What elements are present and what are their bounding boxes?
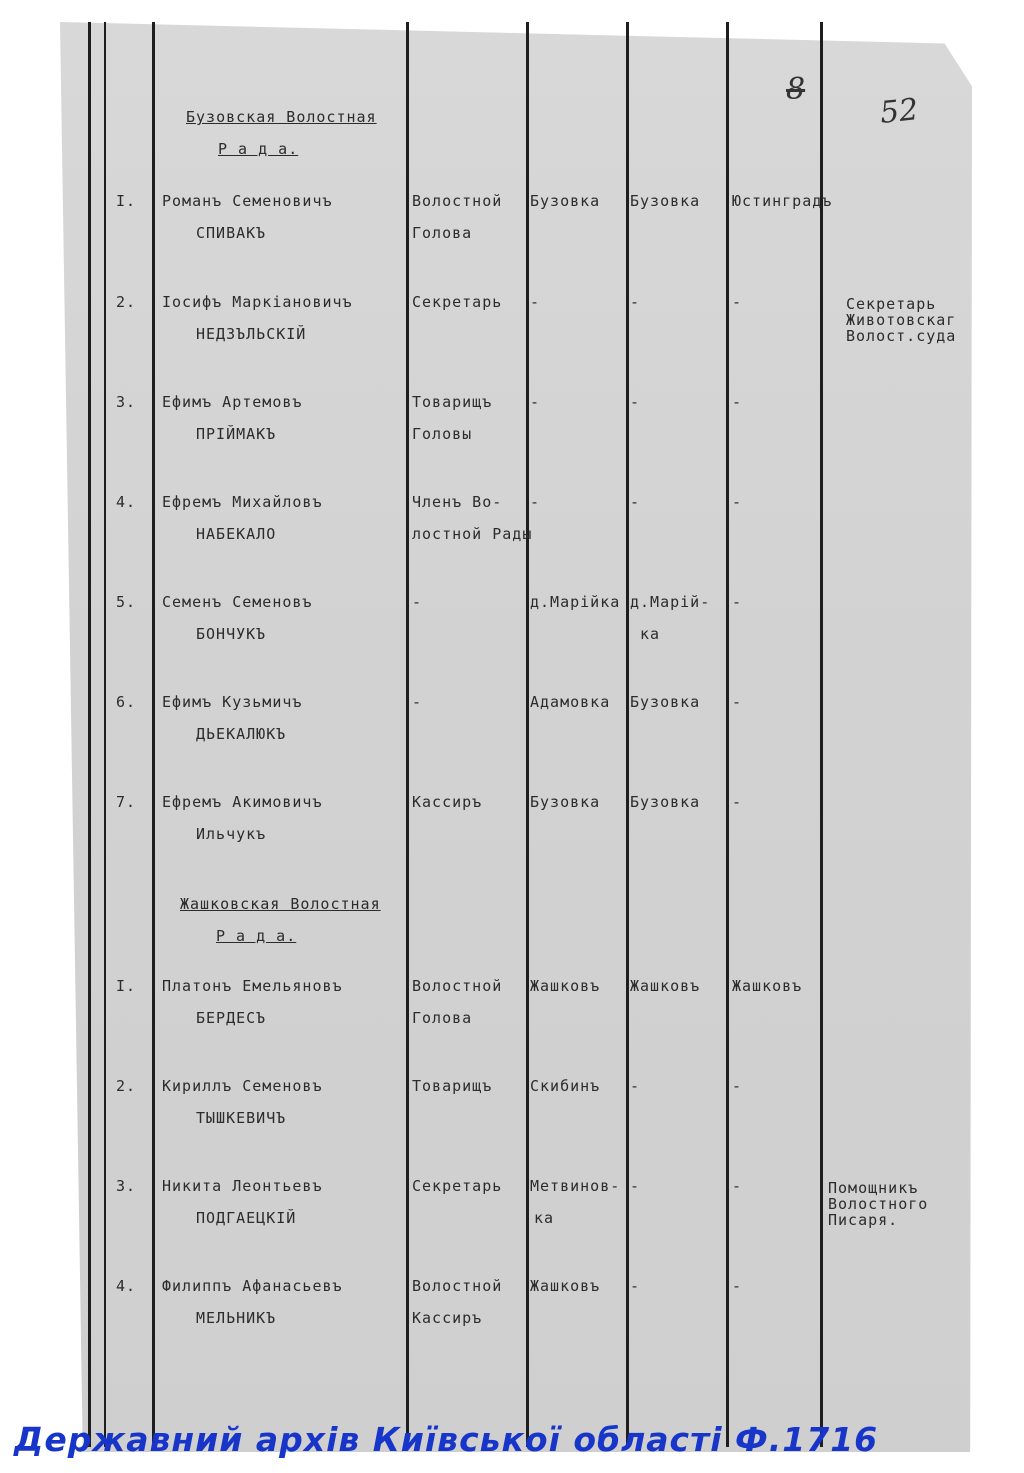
section-header: Бузовская Волостная bbox=[186, 108, 377, 126]
row-number: 2. bbox=[116, 293, 137, 311]
residence-3: Юстинградъ bbox=[732, 192, 833, 210]
position-line-1: Товарищъ bbox=[412, 1077, 493, 1095]
position-line-1: Волостной bbox=[412, 1277, 503, 1295]
person-surname: ДЬЕКАЛЮКЪ bbox=[196, 725, 287, 743]
section-subheader: Р а д а. bbox=[218, 140, 299, 158]
row-number: 4. bbox=[116, 1277, 137, 1295]
remark-line: Помощникъ bbox=[828, 1179, 919, 1197]
residence-1: - bbox=[530, 493, 541, 511]
position-line-1: Секретарь bbox=[412, 293, 503, 311]
residence-3: - bbox=[732, 693, 743, 711]
column-rule bbox=[152, 22, 155, 1447]
person-surname: Ильчукъ bbox=[196, 825, 267, 843]
position-line-1: Членъ Во- bbox=[412, 493, 503, 511]
residence-2: - bbox=[630, 393, 641, 411]
person-name: Ефремъ Михайловъ bbox=[162, 493, 323, 511]
section-subheader: Р а д а. bbox=[216, 927, 297, 945]
residence-3: - bbox=[732, 493, 743, 511]
person-name: Кириллъ Семеновъ bbox=[162, 1077, 323, 1095]
residence-2-cont: ка bbox=[640, 625, 661, 643]
residence-1: Скибинъ bbox=[530, 1077, 601, 1095]
residence-3: - bbox=[732, 1177, 743, 1195]
remark-line: Секретарь bbox=[846, 295, 937, 313]
column-rule bbox=[88, 22, 91, 1447]
residence-2: Жашковъ bbox=[630, 977, 701, 995]
position-line-2: Головы bbox=[412, 425, 473, 443]
position-line-1: Секретарь bbox=[412, 1177, 503, 1195]
residence-2: - bbox=[630, 1177, 641, 1195]
position-line-2: лостной Рады bbox=[412, 525, 533, 543]
row-number: 4. bbox=[116, 493, 137, 511]
person-surname: НЕДЗЪЛЬСКІЙ bbox=[196, 325, 307, 343]
person-surname: БОНЧУКЪ bbox=[196, 625, 267, 643]
residence-2: - bbox=[630, 293, 641, 311]
folio-crossed-number: 8 bbox=[786, 72, 806, 107]
residence-2: - bbox=[630, 1077, 641, 1095]
residence-3: - bbox=[732, 1077, 743, 1095]
person-surname: ПОДГАЕЦКІЙ bbox=[196, 1209, 297, 1227]
residence-1: - bbox=[530, 393, 541, 411]
residence-2: д.Марій- bbox=[630, 593, 711, 611]
residence-1: Бузовка bbox=[530, 793, 601, 811]
position-line-1: - bbox=[412, 693, 423, 711]
person-surname: ТЫШКЕВИЧЪ bbox=[196, 1109, 287, 1127]
archive-watermark: Державний архів Київської області Ф.1716 bbox=[14, 1420, 879, 1459]
row-number: 6. bbox=[116, 693, 137, 711]
position-line-2: Голова bbox=[412, 1009, 473, 1027]
row-number: 5. bbox=[116, 593, 137, 611]
folio-number: 52 bbox=[878, 92, 920, 131]
remark-line: Животовскаг bbox=[846, 311, 957, 329]
residence-1: Жашковъ bbox=[530, 1277, 601, 1295]
row-number: 3. bbox=[116, 393, 137, 411]
position-line-1: Волостной bbox=[412, 192, 503, 210]
person-surname: СПИВАКЪ bbox=[196, 224, 267, 242]
person-surname: БЕРДЕСЪ bbox=[196, 1009, 267, 1027]
position-line-1: Кассиръ bbox=[412, 793, 483, 811]
remark-line: Волостного bbox=[828, 1195, 929, 1213]
person-surname: ПРІЙМАКЪ bbox=[196, 425, 277, 443]
residence-3: - bbox=[732, 593, 743, 611]
position-line-1: Товарищъ bbox=[412, 393, 493, 411]
residence-1-cont: ка bbox=[534, 1209, 555, 1227]
person-name: Платонъ Емельяновъ bbox=[162, 977, 343, 995]
column-rule bbox=[406, 22, 409, 1447]
column-rule bbox=[104, 22, 106, 1447]
row-number: 2. bbox=[116, 1077, 137, 1095]
residence-2: Бузовка bbox=[630, 192, 701, 210]
person-name: Никита Леонтьевъ bbox=[162, 1177, 323, 1195]
residence-2: - bbox=[630, 493, 641, 511]
person-name: Ефимъ Артемовъ bbox=[162, 393, 303, 411]
residence-3: - bbox=[732, 393, 743, 411]
person-name: Ефремъ Акимовичъ bbox=[162, 793, 323, 811]
row-number: 7. bbox=[116, 793, 137, 811]
residence-2: Бузовка bbox=[630, 793, 701, 811]
residence-2: - bbox=[630, 1277, 641, 1295]
section-header: Жашковская Волостная bbox=[180, 895, 381, 913]
remark-line: Волост.суда bbox=[846, 327, 957, 345]
residence-3: - bbox=[732, 793, 743, 811]
column-rule bbox=[526, 22, 529, 1447]
position-line-2: Кассиръ bbox=[412, 1309, 483, 1327]
row-number: I. bbox=[116, 977, 137, 995]
person-name: Филиппъ Афанасьевъ bbox=[162, 1277, 343, 1295]
column-rule bbox=[820, 22, 823, 1447]
residence-1: - bbox=[530, 293, 541, 311]
row-number: I. bbox=[116, 192, 137, 210]
residence-3: - bbox=[732, 1277, 743, 1295]
residence-3: - bbox=[732, 293, 743, 311]
residence-1: Бузовка bbox=[530, 192, 601, 210]
residence-2: Бузовка bbox=[630, 693, 701, 711]
position-line-1: Волостной bbox=[412, 977, 503, 995]
person-name: Семенъ Семеновъ bbox=[162, 593, 313, 611]
residence-1: Адамовка bbox=[530, 693, 611, 711]
person-name: Іосифъ Маркіановичъ bbox=[162, 293, 353, 311]
position-line-1: - bbox=[412, 593, 423, 611]
column-rule bbox=[726, 22, 729, 1447]
person-surname: НАБЕКАЛО bbox=[196, 525, 277, 543]
row-number: 3. bbox=[116, 1177, 137, 1195]
column-rule bbox=[626, 22, 629, 1447]
residence-1: д.Марійка bbox=[530, 593, 621, 611]
person-name: Романъ Семеновичъ bbox=[162, 192, 333, 210]
residence-1: Жашковъ bbox=[530, 977, 601, 995]
person-surname: МЕЛЬНИКЪ bbox=[196, 1309, 277, 1327]
person-name: Ефимъ Кузьмичъ bbox=[162, 693, 303, 711]
residence-3: Жашковъ bbox=[732, 977, 803, 995]
position-line-2: Голова bbox=[412, 224, 473, 242]
residence-1: Метвинов- bbox=[530, 1177, 621, 1195]
remark-line: Писаря. bbox=[828, 1211, 899, 1229]
